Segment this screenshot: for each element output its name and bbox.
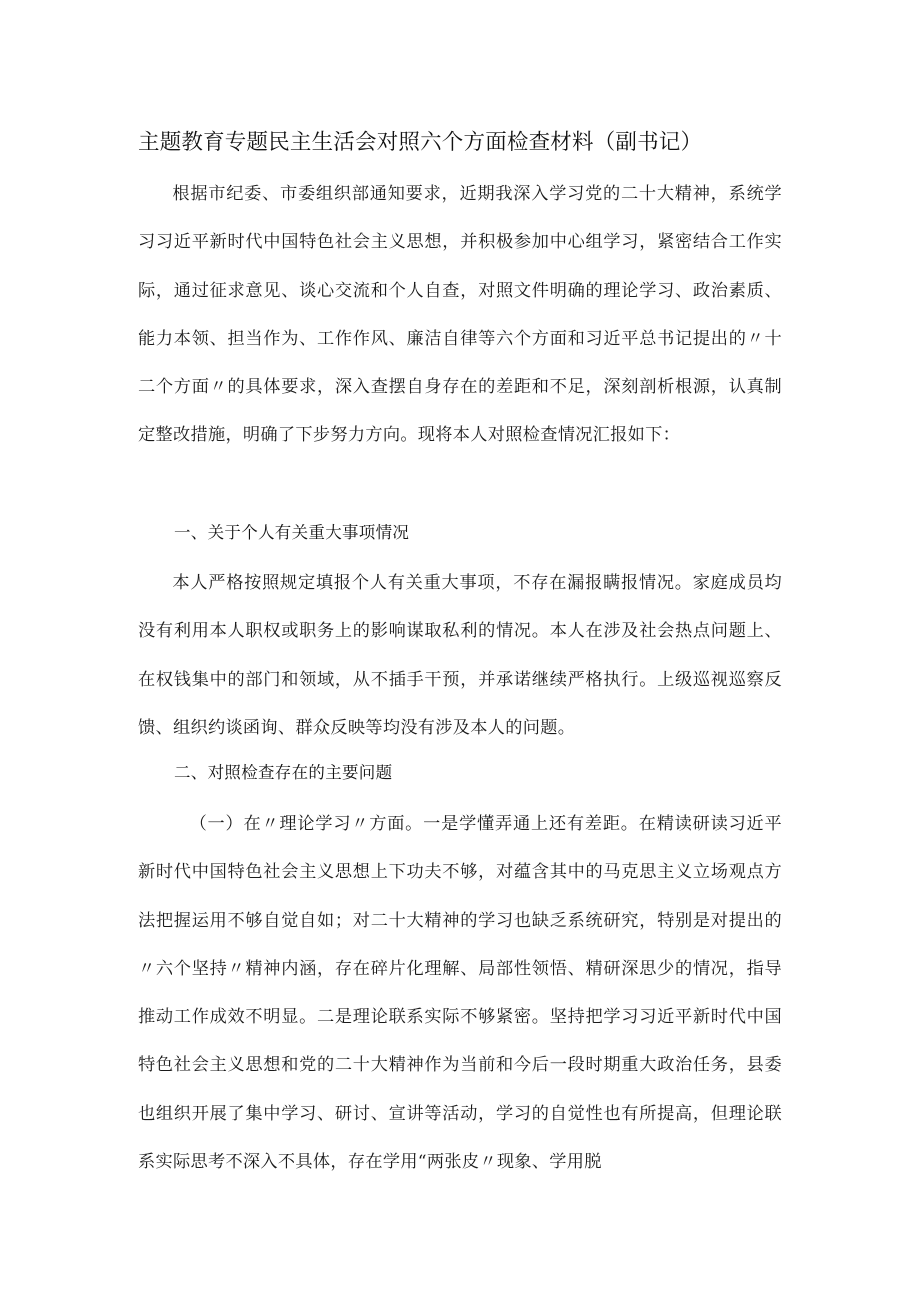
section-paragraph-personal-matters: 本人严格按照规定填报个人有关重大事项，不存在漏报瞒报情况。家庭成员均没有利用本人职权或职务上的影响谋取私利的情况。本人在涉及社会热点问题上、在权钱集中的部门和领域，从不插手干预，并承诺继续严格执行。上级巡视巡察反馈、组织约谈函询、群众反映等均没有涉及本人的问题。 [138, 573, 782, 738]
section-heading-personal-matters: 一、关于个人有关重大事项情况 [174, 523, 410, 542]
document-title: 主题教育专题民主生活会对照六个方面检查材料（副书记） [138, 130, 703, 155]
section-paragraph-main-problems: （一）在〃理论学习〃方面。一是学懂弄通上还有差距。在精读研读习近平新时代中国特色社会主义思想上下功夫不够，对蕴含其中的马克思主义立场观点方法把握运用不够自觉自如；对二十大精神的学习也缺乏系统研究，特别是对提出的〃六个坚持〃精神内涵，存在碎片化理解、局部性领悟、精研深思少的情况，指导推动工作成效不明显。二是理论联系实际不够紧密。坚持把学习习近平新时代中国特色社会主义思想和党的二十大精神作为当前和今后一段时期重大政治任务，县委也组织开展了集中学习、研讨、宣讲等活动，学习的自觉性也有所提高，但理论联系实际思考不深入不具体，存在学用“两张皮〃现象、学用脱 [138, 814, 782, 1173]
intro-paragraph: 根据市纪委、市委组织部通知要求，近期我深入学习党的二十大精神，系统学习习近平新时代中国特色社会主义思想，并积极参加中心组学习，紧密结合工作实际，通过征求意见、谈心交流和个人自查，对照文件明确的理论学习、政治素质、能力本领、担当作为、工作作风、廉洁自律等六个方面和习近平总书记提出的〃十二个方面〃的具体要求，深入查摆自身存在的差距和不足，深刻剖析根源，认真制定整改措施，明确了下步努力方向。现将本人对照检查情况汇报如下： [138, 184, 782, 446]
section-heading-main-problems: 二、对照检查存在的主要问题 [174, 763, 393, 782]
